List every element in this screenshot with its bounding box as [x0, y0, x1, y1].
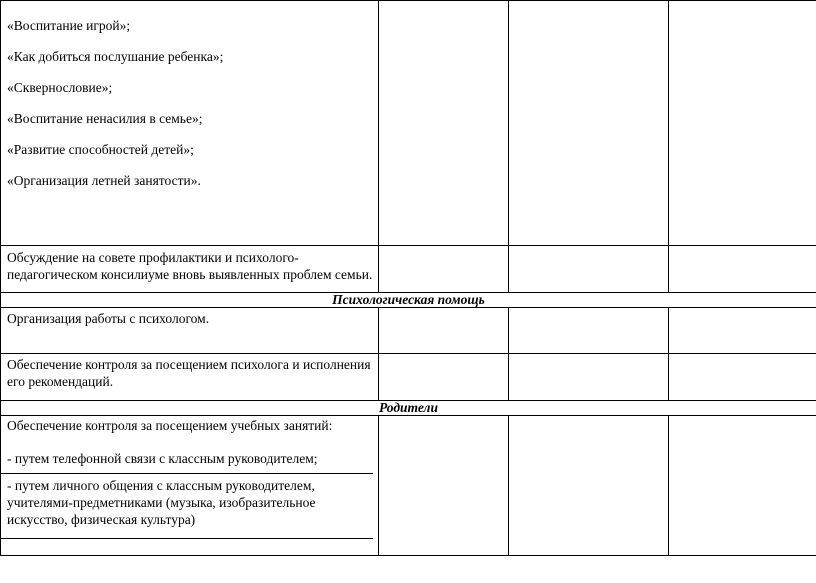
table-row — [1, 308, 816, 354]
topic-item: «Развитие способностей детей»; — [7, 142, 194, 157]
activity-text: - путем телефонной связи с классным руководителем; — [1, 450, 373, 474]
section-heading-psychological-help: Психологическая помощь — [1, 293, 816, 308]
section-row — [1, 293, 816, 308]
empty-cell — [379, 416, 509, 556]
topic-item: «Организация летней занятости». — [7, 173, 201, 188]
empty-cell — [669, 308, 816, 354]
empty-cell — [669, 1, 816, 246]
topic-item: «Воспитание ненасилия в семье»; — [7, 111, 203, 126]
topic-item: «Как добиться послушание ребенка»; — [7, 49, 224, 64]
activity-cell — [1, 246, 379, 293]
topic-item: «Воспитание игрой»; — [7, 18, 131, 33]
section-heading-parents: Родители — [1, 401, 816, 416]
empty-cell — [379, 1, 509, 246]
table-row — [1, 246, 816, 293]
empty-cell — [379, 354, 509, 401]
empty-cell — [379, 246, 509, 293]
topic-item: «Сквернословие»; — [7, 80, 113, 95]
topics-cell — [1, 1, 379, 246]
table-row — [1, 416, 816, 556]
activity-text: Обсуждение на совете профилактики и психолого-педагогическом консилиуме вновь выявленных проблем семьи. — [7, 250, 373, 282]
empty-cell — [669, 416, 816, 556]
activity-text: Организация работы с психологом. — [7, 311, 210, 326]
empty-cell — [509, 1, 669, 246]
empty-cell — [509, 416, 669, 556]
empty-cell — [669, 246, 816, 293]
empty-cell — [509, 308, 669, 354]
empty-cell — [509, 246, 669, 293]
activity-cell — [1, 416, 379, 556]
empty-cell — [669, 354, 816, 401]
table-row — [1, 1, 816, 246]
table-row — [1, 354, 816, 401]
activity-text: Обеспечение контроля за посещением учебных занятий: — [7, 418, 333, 433]
activity-cell — [1, 308, 379, 354]
section-row — [1, 401, 816, 416]
activity-text: - путем личного общения с классным руководителем, учителями-предметниками (музыка, изобразительное искусство, физическая культура) — [1, 477, 373, 539]
empty-cell — [379, 308, 509, 354]
activity-text: Обеспечение контроля за посещением психолога и исполнения его рекомендаций. — [7, 357, 371, 389]
activity-cell — [1, 354, 379, 401]
empty-cell — [509, 354, 669, 401]
